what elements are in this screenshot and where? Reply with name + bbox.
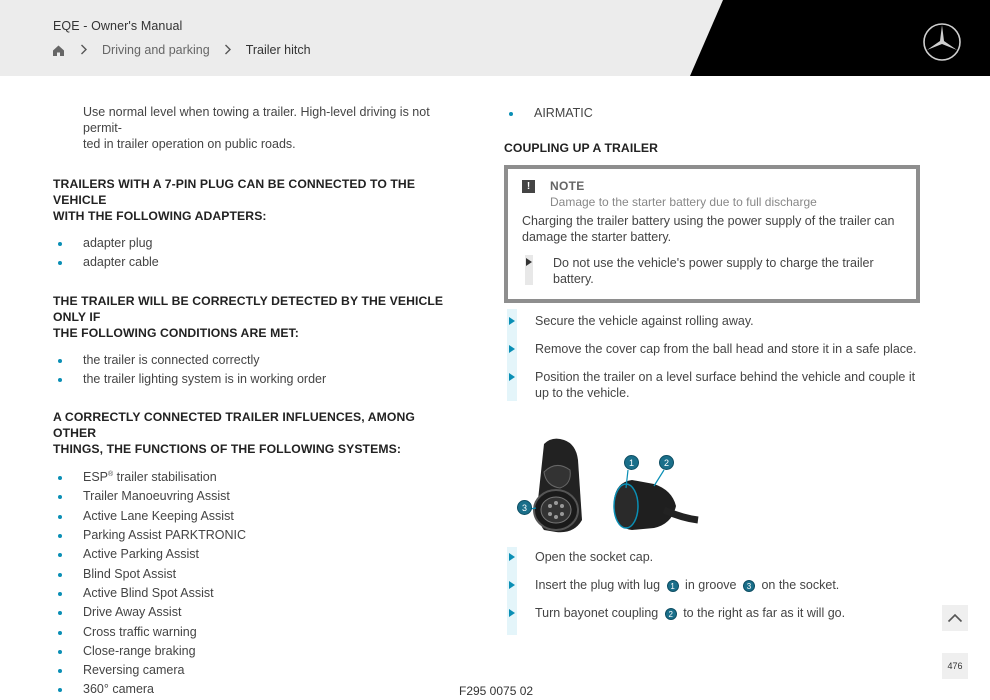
step-item [504, 369, 920, 401]
step-text: Open the socket cap. [535, 550, 654, 564]
esp-suffix: trailer stabilisation [113, 470, 217, 485]
step-text: Turn bayonet coupling [535, 606, 659, 620]
arrow-right-icon [509, 317, 515, 325]
callout-2: 2 [659, 455, 674, 470]
list-item: Parking Assist PARKTRONIC [53, 526, 458, 545]
note-step-text: Do not use the vehicle's power supply to charge the trailer battery. [553, 256, 874, 287]
arrow-right-icon [509, 373, 515, 381]
breadcrumb [52, 42, 311, 58]
note-body: Charging the trailer battery using the power supply of the trailer can damage the starter battery. [522, 214, 895, 245]
step-text: Position the trailer on a level surface behind the vehicle and couple it up to the vehicle. [535, 369, 916, 400]
arrow-right-icon [509, 581, 515, 589]
list-item: Active Lane Keeping Assist [53, 507, 458, 526]
step-item [504, 577, 920, 593]
detection-heading [53, 293, 458, 341]
page-number-button[interactable] [942, 653, 968, 679]
step-text: to the right as far as it will go. [683, 606, 846, 620]
airmatic-list [504, 104, 920, 123]
note-box [504, 165, 920, 303]
list-item: Cross traffic warning [53, 623, 458, 642]
coupling-steps [504, 313, 920, 400]
figure-caption: F295 0075 02 [459, 684, 534, 698]
heading-line: TRAILERS WITH A 7-PIN PLUG CAN BE CONNECTED TO THE VEHICLE [53, 177, 416, 207]
step-item [504, 341, 920, 357]
list-item: Blind Spot Assist [53, 565, 458, 584]
systems-list [53, 468, 458, 700]
manual-title: EQE - Owner's Manual [53, 19, 183, 33]
chevron-right-icon [80, 43, 88, 58]
step-text: on the socket. [761, 578, 840, 592]
adapters-list [53, 234, 458, 273]
page-number-label: 476 [947, 661, 963, 671]
step-item [504, 605, 920, 621]
list-item: the trailer is connected correctly [53, 351, 458, 370]
towing-level-text [53, 104, 458, 152]
note-title: NOTE [550, 179, 585, 194]
registered-mark: ® [108, 471, 114, 479]
arrow-right-icon [526, 258, 532, 266]
callout-3: 3 [743, 580, 755, 592]
list-item: adapter plug [53, 234, 458, 253]
intro-line: Use normal level when towing a trailer. High-level driving is not permit- [83, 105, 430, 135]
heading-line: THINGS, THE FUNCTIONS OF THE FOLLOWING SYSTEMS: [53, 442, 401, 457]
systems-heading [53, 409, 458, 457]
adapters-heading [53, 176, 458, 224]
breadcrumb-link-driving-and-parking[interactable]: Driving and parking [102, 43, 210, 57]
list-item: Close-range braking [53, 642, 458, 661]
left-column [53, 104, 458, 700]
callout-1: 1 [624, 455, 639, 470]
callout-3: 3 [517, 500, 532, 515]
note-step [522, 255, 902, 287]
step-item [504, 313, 920, 329]
list-item: adapter cable [53, 253, 458, 272]
intro-line: ted in trailer operation on public roads. [83, 137, 296, 151]
list-item: AIRMATIC [504, 104, 920, 123]
right-column [504, 104, 920, 412]
step-text: Insert the plug with lug [535, 578, 661, 592]
conditions-list [53, 351, 458, 390]
list-item: Active Blind Spot Assist [53, 584, 458, 603]
list-item: Active Parking Assist [53, 545, 458, 564]
chevron-up-icon [947, 613, 963, 623]
heading-line: THE TRAILER WILL BE CORRECTLY DETECTED BY THE VEHICLE ONLY IF [53, 293, 444, 324]
esp-label: ESP [83, 470, 109, 485]
step-text: Secure the vehicle against rolling away. [535, 314, 754, 329]
coupling-heading: COUPLING UP A TRAILER [504, 141, 658, 156]
list-item: Drive Away Assist [53, 603, 458, 622]
mercedes-star-icon[interactable] [922, 22, 962, 62]
list-item: Trailer Manoeuvring Assist [53, 487, 458, 506]
list-item [53, 468, 458, 487]
step-text: in groove [685, 578, 737, 592]
heading-line: THE FOLLOWING CONDITIONS ARE MET: [53, 325, 299, 340]
heading-line: WITH THE FOLLOWING ADAPTERS: [53, 209, 267, 223]
scroll-to-top-button[interactable] [942, 605, 968, 631]
note-subtitle: Damage to the starter battery due to full discharge [550, 195, 817, 210]
list-item: 360° camera [53, 680, 458, 699]
step-item [504, 549, 920, 565]
trailer-socket-figure [504, 430, 704, 540]
list-item: the trailer lighting system is in working order [53, 370, 458, 389]
note-header [522, 179, 902, 193]
arrow-right-icon [509, 609, 515, 617]
step-text: Remove the cover cap from the ball head and store it in a safe place. [535, 341, 917, 356]
callout-1: 1 [667, 580, 679, 592]
home-icon[interactable] [52, 44, 65, 57]
chevron-right-icon [224, 43, 232, 58]
plug-steps [504, 549, 920, 633]
arrow-right-icon [509, 553, 515, 561]
arrow-right-icon [509, 345, 515, 353]
heading-line: A CORRECTLY CONNECTED TRAILER INFLUENCES, AMONG OTHER [53, 410, 415, 441]
exclamation-icon: ! [522, 180, 535, 193]
callout-2: 2 [665, 608, 677, 620]
list-item: Reversing camera [53, 661, 458, 680]
breadcrumb-current-trailer-hitch: Trailer hitch [245, 43, 311, 57]
